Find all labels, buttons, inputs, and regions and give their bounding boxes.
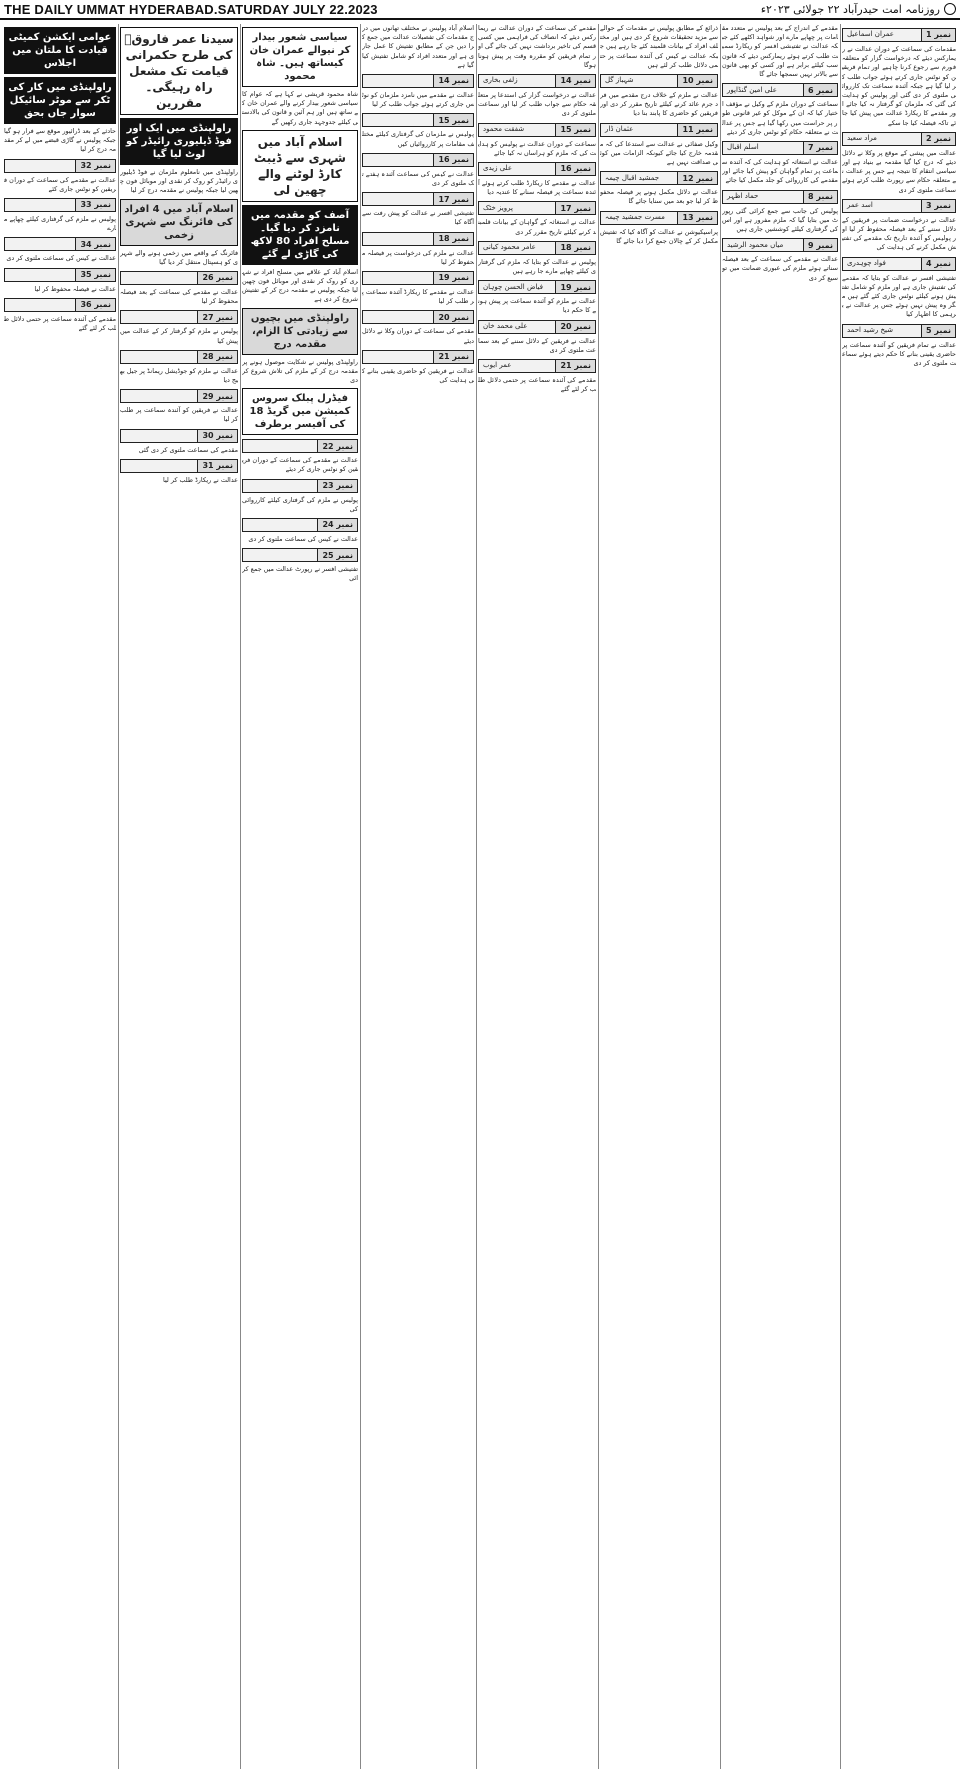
item-number: نمبر 17 bbox=[555, 202, 595, 214]
item-header bbox=[478, 359, 596, 373]
column-divider bbox=[118, 24, 119, 1769]
headline-box: راولپنڈی میں ایک اور فوڈ ڈیلیوری رائیڈر کو لوٹ لیا گیا bbox=[120, 118, 238, 165]
item-header bbox=[842, 324, 956, 338]
item-header bbox=[478, 74, 596, 88]
item-number: نمبر 4 bbox=[921, 258, 955, 270]
article-text: مقدمے کی سماعت کے دوران عدالت نے ریمارکس دیئے کہ انصاف کی فراہمی میں کسی قسم کی تاخیر برداشت نہیں کی جائے گی اور تمام فریقین کو مقررہ وقت پر پیش ہونا ہوگا bbox=[478, 24, 596, 69]
item-number: نمبر 1 bbox=[921, 29, 955, 41]
item-name: عامر محمود کیانی bbox=[483, 243, 536, 252]
item-header bbox=[362, 74, 474, 88]
item-header bbox=[600, 74, 718, 88]
item-number: نمبر 19 bbox=[555, 281, 595, 293]
article-text: مقدمے کی سماعت ملتوی کر دی گئی bbox=[138, 445, 238, 454]
article-text: عدالت نے دلائل مکمل ہونے پر فیصلہ محفوظ کر لیا جو بعد میں سنایا جائے گا bbox=[600, 188, 718, 206]
masthead-urdu-title-block bbox=[761, 3, 956, 16]
article-text: پولیس نے ملزم کی گرفتاری کیلئے کارروائی کی bbox=[242, 495, 358, 513]
item-number: نمبر 8 bbox=[803, 191, 837, 203]
item-number: نمبر 18 bbox=[555, 242, 595, 254]
item-header bbox=[4, 159, 116, 173]
item-name: شہباز گل bbox=[605, 76, 634, 85]
article-text: تفتیشی افسر نے عدالت کو بتایا کہ مقدمے کی تفتیش جاری ہے اور ملزم کو شامل تفتیش ہونے کیلئے نوٹس جاری کئے گئے ہیں مگر وہ پیش نہیں ہوئے جس پر عدالت نے برہمی کا اظہار کیا bbox=[842, 273, 956, 319]
column-divider bbox=[598, 24, 599, 1769]
article-text: عدالت نے استغاثہ کے گواہان کے بیانات قلمبند کرنے کیلئے تاریخ مقرر کر دی bbox=[478, 218, 596, 236]
item-name: عثمان ڈار bbox=[605, 125, 634, 134]
item-header bbox=[722, 83, 838, 97]
newspaper-logo-icon bbox=[944, 3, 956, 15]
article-text: مقدمے کی سماعت کے دوران وکلا نے دلائل دیئے bbox=[362, 327, 474, 345]
article-text: عدالت نے فریقین کے دلائل سننے کے بعد سماعت ملتوی کر دی bbox=[478, 336, 596, 354]
article-text: عدالت نے ملزم کو آئندہ سماعت پر پیش ہونے کا حکم دیا bbox=[478, 297, 596, 315]
headline-box: سیاسی شعور بیدار کر نیوالے عمران خان کیساتھ ہیں۔ شاہ محمود bbox=[242, 27, 358, 87]
article-text: عدالت نے مقدمے کا ریکارڈ آئندہ سماعت پر طلب کر لیا bbox=[362, 288, 474, 306]
article-text: عدالت نے کیس کی سماعت آئندہ ہفتے تک ملتوی کر دی bbox=[362, 169, 474, 188]
item-number: نمبر 21 bbox=[433, 351, 473, 363]
item-header bbox=[478, 241, 596, 255]
item-header bbox=[242, 439, 358, 453]
item-number: نمبر 7 bbox=[803, 142, 837, 154]
item-header bbox=[4, 298, 116, 312]
item-name: علی محمد خان bbox=[483, 322, 528, 331]
item-header bbox=[362, 153, 474, 167]
item-header bbox=[362, 232, 474, 246]
masthead-english-title: THE DAILY UMMAT HYDERABAD.SATURDAY JULY 22.2023 bbox=[4, 1, 378, 17]
item-number: نمبر 15 bbox=[433, 114, 473, 126]
item-name: مسرت جمشید چیمہ bbox=[605, 213, 665, 222]
item-header bbox=[478, 280, 596, 294]
item-header bbox=[242, 479, 358, 493]
item-name: علی امین گنڈاپور bbox=[727, 85, 777, 94]
item-header bbox=[478, 320, 596, 334]
item-number: نمبر 22 bbox=[317, 440, 357, 452]
item-number: نمبر 14 bbox=[433, 75, 473, 87]
article-text: پولیس نے ملزمان کی گرفتاری کیلئے مختلف مقامات پر کارروائیاں کیں bbox=[362, 130, 474, 148]
column-2 bbox=[722, 24, 838, 1769]
item-header bbox=[600, 211, 718, 225]
article-text: تفتیشی افسر نے رپورٹ عدالت میں جمع کرائی bbox=[242, 565, 358, 583]
headline-box: راولپنڈی میں بچیوں سے زیادتی کا الزام، مقدمہ درج bbox=[242, 308, 358, 355]
article-text: عدالت نے فریقین کو حاضری یقینی بنانے کی ہدایت کی bbox=[362, 366, 474, 385]
article-text: عدالت نے مقدمے کی سماعت کے دوران فریقین کو نوٹس جاری کئے bbox=[4, 175, 116, 193]
item-name: حماد اظہر bbox=[727, 192, 759, 201]
item-number: نمبر 33 bbox=[75, 199, 115, 211]
item-header bbox=[242, 518, 358, 532]
item-name: زلفی بخاری bbox=[483, 76, 518, 85]
article-text: وکیل صفائی نے عدالت سے استدعا کی کہ مقدمہ خارج کیا جائے کیونکہ الزامات میں کوئی صداقت نہیں ہے bbox=[600, 139, 718, 167]
item-name: میاں محمود الرشید bbox=[727, 240, 784, 249]
article-text: فائرنگ کے واقعے میں زخمی ہونے والے شہری کو ہسپتال منتقل کر دیا گیا bbox=[120, 248, 238, 266]
item-name: فیاض الحسن چوہان bbox=[483, 282, 543, 291]
item-name: اسلم اقبال bbox=[727, 143, 759, 152]
item-number: نمبر 5 bbox=[921, 325, 955, 337]
item-name: پرویز خٹک bbox=[483, 203, 513, 212]
item-header bbox=[120, 271, 238, 285]
item-header bbox=[362, 113, 474, 127]
article-text: مقدمے کے اندراج کے بعد پولیس نے متعدد مقامات پر چھاپے مارے اور شواہد اکٹھے کئے جبکہ عدالت نے تفتیشی افسر کو ریکارڈ سمیت طلب کرتے ہوئے ریمارکس دیئے کہ قانون سب کیلئے برابر ہے اور کسی کو بھی قانون سے بالاتر نہیں سمجھا جائے گا bbox=[722, 24, 838, 79]
item-number: نمبر 10 bbox=[677, 75, 717, 87]
item-header bbox=[478, 123, 596, 137]
item-number: نمبر 31 bbox=[197, 460, 237, 472]
masthead-urdu-title: روزنامہ امت حیدرآباد ۲۲ جولائی ۲۰۲۳ء bbox=[760, 2, 940, 16]
item-name: فواد چوہدری bbox=[847, 259, 886, 268]
column-1 bbox=[842, 24, 956, 1769]
article-text: عدالت نے مقدمے کی سماعت کے بعد فیصلہ محفوظ کر لیا bbox=[120, 288, 238, 306]
article-text: عدالت نے مقدمے کی سماعت کے بعد فیصلہ سناتے ہوئے ملزم کی عبوری ضمانت میں توسیع کر دی bbox=[722, 255, 838, 282]
headline-box: اسلام آباد میں 4 افراد کی فائرنگ سے شہری زخمی bbox=[120, 199, 238, 246]
item-header bbox=[362, 310, 474, 324]
article-text: پولیس نے ملزم کو گرفتار کر کے عدالت میں پیش کیا bbox=[120, 327, 238, 345]
column-divider bbox=[720, 24, 721, 1769]
article-text: عدالت نے درخواست ضمانت پر فریقین کے دلائل سننے کے بعد فیصلہ محفوظ کر لیا اور پولیس کو آئندہ تاریخ تک مقدمے کی تفتیش مکمل کرنے کی ہدایت کی bbox=[842, 215, 956, 252]
item-number: نمبر 18 bbox=[433, 233, 473, 245]
article-text: سماعت کے دوران عدالت نے پولیس کو ہدایت کی کہ ملزم کو ہراساں نہ کیا جائے bbox=[478, 139, 596, 157]
item-header bbox=[478, 201, 596, 215]
article-text: مقدمے کی آئندہ سماعت پر حتمی دلائل طلب کر لئے گئے bbox=[478, 376, 596, 394]
item-number: نمبر 19 bbox=[433, 272, 473, 284]
article-text: اسلام آباد پولیس نے مختلف تھانوں میں درج مقدمات کی تفصیلات عدالت میں جمع کرا دیں جن کے مطابق تفتیش کا عمل جاری ہے اور متعدد افراد کو شامل تفتیش کیا گیا ہے bbox=[362, 24, 474, 69]
item-name: شیخ رشید احمد bbox=[847, 326, 893, 335]
item-header bbox=[362, 271, 474, 285]
item-number: نمبر 35 bbox=[75, 269, 115, 281]
headline-box: آصف کو مقدمہ میں نامزد کر دیا گیا۔ مسلح افراد 80 لاکھ کی گاڑی لے گئے bbox=[242, 205, 358, 265]
item-header bbox=[600, 171, 718, 185]
article-text: پولیس نے عدالت کو بتایا کہ ملزم کی گرفتاری کیلئے چھاپے مارے جا رہے ہیں bbox=[478, 257, 596, 276]
column-8 bbox=[4, 24, 116, 1769]
column-5 bbox=[362, 24, 474, 1769]
article-text: عدالت نے فریقین کو آئندہ سماعت پر طلب کر لیا bbox=[120, 406, 238, 424]
item-header bbox=[842, 132, 956, 146]
article-text: عدالت نے ملزم کی درخواست پر فیصلہ محفوظ کر لیا bbox=[362, 248, 474, 266]
item-number: نمبر 16 bbox=[433, 154, 473, 166]
headline-box: فیڈرل پبلک سروس کمیشن میں گریڈ 18 کی آفیسر برطرف bbox=[242, 388, 358, 435]
item-number: نمبر 16 bbox=[555, 163, 595, 175]
article-text: تفتیشی افسر نے عدالت کو پیش رفت سے آگاہ کیا bbox=[362, 209, 474, 227]
item-header bbox=[362, 192, 474, 206]
item-number: نمبر 24 bbox=[317, 519, 357, 531]
article-text: پولیس نے ملزم کی گرفتاری کیلئے چھاپے مارے bbox=[4, 215, 116, 233]
item-number: نمبر 12 bbox=[677, 172, 717, 184]
article-text: شاہ محمود قریشی نے کہا ہے کہ عوام کا سیاسی شعور بیدار کرنے والے عمران خان کے ساتھ ہیں اور ہم آئین و قانون کی بالادستی کیلئے جدوجہد جاری رکھیں گے bbox=[242, 90, 358, 126]
article-text: حادثے کے بعد ڈرائیور موقع سے فرار ہو گیا جبکہ پولیس نے گاڑی قبضے میں لے کر مقدمہ درج کر لیا bbox=[4, 127, 116, 154]
item-header bbox=[600, 123, 718, 137]
article-text: پولیس کی جانب سے جمع کرائی گئی رپورٹ میں بتایا گیا کہ ملزم مفرور ہے اور اس کی گرفتاری کیلئے کوششیں جاری ہیں bbox=[722, 206, 838, 234]
item-name: علی زیدی bbox=[483, 164, 513, 173]
item-header bbox=[478, 162, 596, 176]
article-text: اسلام آباد کے علاقے میں مسلح افراد نے شہری کو روک کر نقدی اور موبائل فون چھین لیا جبکہ پولیس نے مقدمہ درج کر کے تفتیش شروع کر دی ہے bbox=[242, 267, 358, 304]
article-text: سماعت کے دوران ملزم کے وکیل نے مؤقف اختیار کیا کہ ان کے موکل کو غیر قانونی طور پر حراست میں رکھا گیا ہے جس پر عدالت نے متعلقہ حکام کو نوٹس جاری کر دیئے bbox=[722, 100, 838, 136]
item-number: نمبر 36 bbox=[75, 299, 115, 311]
item-number: نمبر 20 bbox=[555, 321, 595, 333]
item-header bbox=[120, 429, 238, 443]
article-text: راولپنڈی میں نامعلوم ملزمان نے فوڈ ڈیلیوری رائیڈر کو روک کر نقدی اور موبائل فون چھین لیا جبکہ پولیس نے مقدمہ درج کر لیا bbox=[120, 168, 238, 195]
article-text: عدالت نے ریکارڈ طلب کر لیا bbox=[163, 475, 238, 484]
item-header bbox=[722, 190, 838, 204]
item-number: نمبر 20 bbox=[433, 311, 473, 323]
item-name: جمشید اقبال چیمہ bbox=[605, 173, 660, 182]
item-number: نمبر 26 bbox=[197, 272, 237, 284]
article-text: عدالت نے مقدمے میں نامزد ملزمان کو نوٹس جاری کرتے ہوئے جواب طلب کر لیا bbox=[362, 91, 474, 109]
item-number: نمبر 30 bbox=[197, 430, 237, 442]
article-text: عدالت نے کیس کی سماعت ملتوی کر دی bbox=[6, 254, 116, 263]
headline-box: راولپنڈی میں کار کی ٹکر سے موٹر سائیکل سوار جاں بحق bbox=[4, 77, 116, 124]
column-7 bbox=[120, 24, 238, 1769]
item-header bbox=[4, 268, 116, 282]
article-text: عدالت نے کیس کی سماعت ملتوی کر دی bbox=[248, 535, 358, 544]
item-number: نمبر 29 bbox=[197, 390, 237, 402]
article-text: عدالت نے مقدمے کا ریکارڈ طلب کرتے ہوئے آئندہ سماعت پر فیصلہ سنانے کا عندیہ دیا bbox=[478, 179, 596, 197]
item-number: نمبر 13 bbox=[677, 212, 717, 224]
item-header bbox=[120, 459, 238, 473]
article-text: ذرائع کے مطابق پولیس نے مقدمات کے حوالے سے مزید تحقیقات شروع کر دی ہیں اور مختلف افراد کے بیانات قلمبند کئے جا رہے ہیں جبکہ عدالت نے کیس کی آئندہ سماعت پر حتمی دلائل طلب کر لئے ہیں bbox=[600, 24, 718, 69]
item-header bbox=[120, 310, 238, 324]
article-text: راولپنڈی پولیس نے شکایت موصول ہونے پر مقدمہ درج کر کے ملزم کی تلاش شروع کر دی bbox=[242, 357, 358, 385]
column-divider bbox=[840, 24, 841, 1769]
item-number: نمبر 14 bbox=[555, 75, 595, 87]
item-header bbox=[842, 199, 956, 213]
item-number: نمبر 23 bbox=[317, 480, 357, 492]
item-name: عمر ایوب bbox=[483, 361, 512, 370]
item-name: مراد سعید bbox=[847, 134, 877, 143]
headline-box: عوامی ایکشن کمیٹی قیادت کا ملتان میں اجلاس bbox=[4, 27, 116, 74]
item-number: نمبر 3 bbox=[921, 200, 955, 212]
item-header bbox=[4, 198, 116, 212]
item-number: نمبر 28 bbox=[197, 351, 237, 363]
column-divider bbox=[476, 24, 477, 1769]
item-number: نمبر 6 bbox=[803, 84, 837, 96]
item-number: نمبر 15 bbox=[555, 124, 595, 136]
item-name: شفقت محمود bbox=[483, 125, 525, 134]
article-text: عدالت نے مقدمے کی سماعت کے دوران فریقین کو نوٹس جاری کر دیئے bbox=[242, 456, 358, 474]
item-number: نمبر 32 bbox=[75, 160, 115, 172]
article-text: مقدمے کی آئندہ سماعت پر حتمی دلائل طلب کر لئے گئے bbox=[4, 314, 116, 333]
item-header bbox=[362, 350, 474, 364]
headline-box: سیدنا عمر فاروقؓ کی طرح حکمرانی قیامت تک مشعل راہ رہیگی۔ مقررین bbox=[120, 27, 238, 115]
article-text: مقدمات کی سماعت کے دوران عدالت نے ریمارکس دیئے کہ درخواست گزار کو متعلقہ فورم سے رجوع کرنا چاہیے اور تمام فریقین کو نوٹس جاری کرتے ہوئے جواب طلب کر لیا گیا ہے جبکہ آئندہ سماعت تک کارروائی ملتوی کر دی گئی اور پولیس کو ہدایت کی گئی کہ ملزمان کو گرفتار نہ کیا جائے اور مقدمے کا ریکارڈ عدالت میں پیش کیا جائے تاکہ فیصلہ کیا جا سکے bbox=[842, 45, 956, 127]
item-name: اسد عمر bbox=[847, 201, 873, 210]
item-name: عمران اسماعیل bbox=[847, 30, 894, 39]
article-text: عدالت نے ملزم کے خلاف درج مقدمے میں فرد جرم عائد کرنے کیلئے تاریخ مقرر کر دی اور فریقین کو حاضری کا پابند بنا دیا bbox=[600, 91, 718, 118]
item-number: نمبر 34 bbox=[75, 238, 115, 250]
item-number: نمبر 9 bbox=[803, 239, 837, 251]
item-number: نمبر 25 bbox=[317, 549, 357, 561]
article-text: عدالت نے ملزم کو جوڈیشل ریمانڈ پر جیل بھیج دیا bbox=[120, 366, 238, 385]
column-6 bbox=[242, 24, 358, 1769]
item-header bbox=[842, 257, 956, 271]
article-text: پراسیکیوشن نے عدالت کو آگاہ کیا کہ تفتیش مکمل کر کے چالان جمع کرا دیا جائے گا bbox=[600, 227, 718, 245]
item-header bbox=[722, 141, 838, 155]
item-number: نمبر 27 bbox=[197, 311, 237, 323]
item-number: نمبر 2 bbox=[921, 133, 955, 145]
column-3 bbox=[600, 24, 718, 1769]
masthead bbox=[0, 0, 960, 20]
item-header bbox=[4, 237, 116, 251]
column-divider bbox=[240, 24, 241, 1769]
item-header bbox=[842, 28, 956, 42]
article-text: عدالت نے فیصلہ محفوظ کر لیا bbox=[34, 284, 116, 293]
article-text: عدالت میں پیشی کے موقع پر وکلا نے دلائل دیئے کہ درج کیا گیا مقدمہ بے بنیاد ہے اور سیاسی انتقام کا نتیجہ ہے جس پر عدالت نے متعلقہ حکام سے رپورٹ طلب کرتے ہوئے سماعت ملتوی کر دی bbox=[842, 148, 956, 194]
item-header bbox=[120, 389, 238, 403]
column-4 bbox=[478, 24, 596, 1769]
article-text: عدالت نے تمام فریقین کو آئندہ سماعت پر حاضری یقینی بنانے کا حکم دیتے ہوئے سماعت ملتوی کر دی bbox=[842, 340, 956, 368]
item-number: نمبر 11 bbox=[677, 124, 717, 136]
item-number: نمبر 21 bbox=[555, 360, 595, 372]
item-header bbox=[242, 548, 358, 562]
article-text: عدالت نے درخواست گزار کی استدعا پر متعلقہ حکام سے جواب طلب کر لیا اور سماعت ملتوی کر دی bbox=[478, 91, 596, 118]
headline-box: اسلام آباد میں شہری سے ڈیبٹ کارڈ لوٹنے والے چھین لی bbox=[242, 130, 358, 202]
column-divider bbox=[360, 24, 361, 1769]
item-header bbox=[722, 238, 838, 252]
article-text: عدالت نے استغاثہ کو ہدایت کی کہ آئندہ سماعت پر تمام گواہان کو پیش کیا جائے اور مقدمے کی کارروائی کو جلد مکمل کیا جائے bbox=[722, 158, 838, 185]
item-number: نمبر 17 bbox=[433, 193, 473, 205]
item-header bbox=[120, 350, 238, 364]
